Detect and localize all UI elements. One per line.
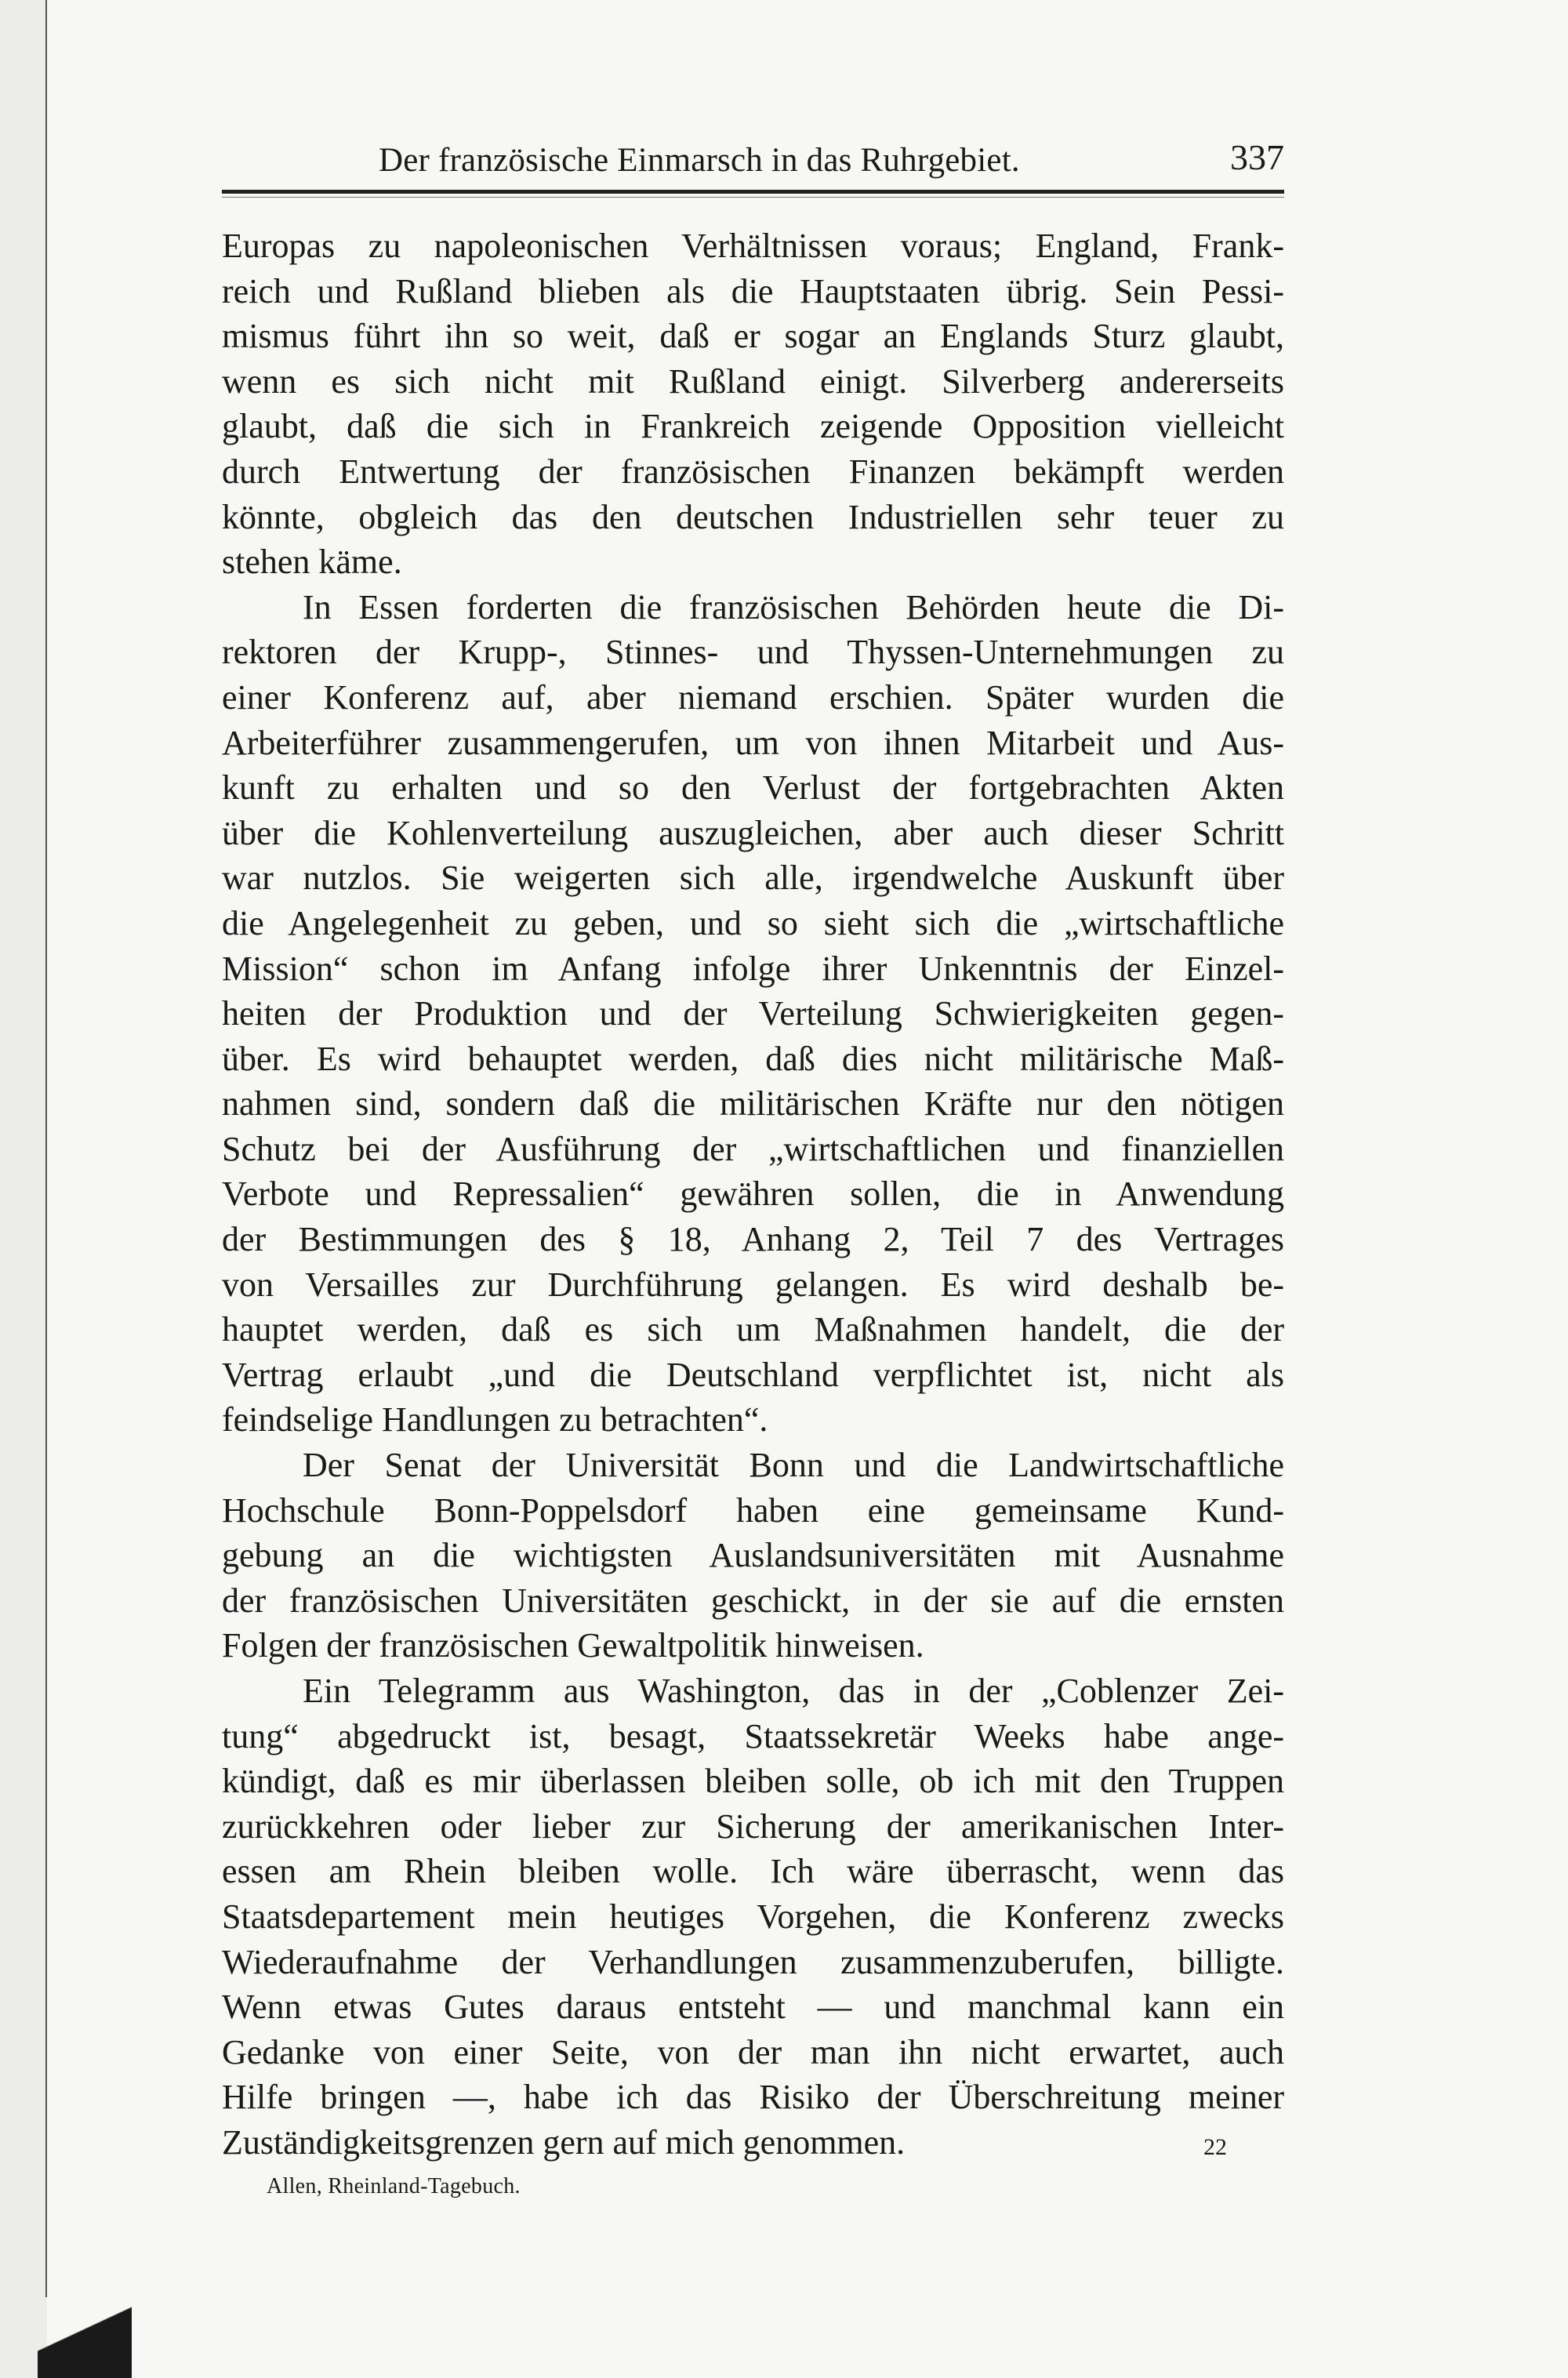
text-line: reich und Rußland blieben als die Hauptstaaten übrig. Sein Pessi- — [222, 271, 1284, 310]
text-line: glaubt, daß die sich in Frankreich zeigende Opposition vielleicht — [222, 407, 1284, 446]
text-line: war nutzlos. Sie weigerten sich alle, irgendwelche Auskunft über — [222, 859, 1284, 898]
text-line: essen am Rhein bleiben wolle. Ich wäre überrascht, wenn das — [222, 1852, 1284, 1891]
text-line: Hochschule Bonn-Poppelsdorf haben eine gemeinsame Kund- — [222, 1490, 1284, 1530]
text-line: die Angelegenheit zu geben, und so sieht sich die „wirtschaftliche — [222, 903, 1284, 942]
text-line: feindselige Handlungen zu betrachten“. — [222, 1400, 768, 1440]
text-line: Staatsdepartement mein heutiges Vorgehen, die Konferenz zwecks — [222, 1897, 1284, 1936]
text-line: Wiederaufnahme der Verhandlungen zusammenzuberufen, billigte. — [222, 1942, 1284, 1981]
text-line: über die Kohlenverteilung auszugleichen, aber auch dieser Schritt — [222, 813, 1284, 852]
header-rule-thin — [222, 197, 1284, 198]
header-rule-thick — [222, 190, 1284, 194]
text-line: Ein Telegramm aus Washington, das in der „Coblenzer Zei- — [303, 1672, 1284, 1710]
text-line: Europas zu napoleonischen Verhältnissen voraus; England, Frank- — [222, 227, 1284, 265]
text-line: In Essen forderten die französischen Behörden heute die Di- — [303, 587, 1284, 626]
page-number: 337 — [1230, 137, 1284, 177]
text-line: Verbote und Repressalien“ gewähren sollen, die in Anwendung — [222, 1174, 1284, 1214]
text-line: kunft zu erhalten und so den Verlust der fortgebrachten Akten — [222, 768, 1284, 808]
text-line: stehen käme. — [222, 543, 402, 582]
text-line: einer Konferenz auf, aber niemand erschien. Später wurden die — [222, 677, 1284, 717]
text-line: kündigt, daß es mir überlassen bleiben solle, ob ich mit den Truppen — [222, 1762, 1284, 1801]
body-text — [222, 223, 1284, 2166]
text-line: wenn es sich nicht mit Rußland einigt. Silverberg andererseits — [222, 361, 1284, 401]
text-line: über. Es wird behauptet werden, daß dies nicht militärische Maß- — [222, 1039, 1284, 1078]
running-title: Der französische Einmarsch in das Ruhrgebiet. — [379, 142, 1020, 179]
paragraph — [222, 1668, 1284, 2166]
text-line: Der Senat der Universität Bonn und die Landwirtschaftliche — [303, 1446, 1284, 1485]
text-line: Gedanke von einer Seite, von der man ihn nicht erwartet, auch — [222, 2032, 1284, 2071]
text-line: rektoren der Krupp-, Stinnes- und Thyssen-Unternehmungen zu — [222, 633, 1284, 672]
text-line: Folgen der französischen Gewaltpolitik hinweisen. — [222, 1626, 924, 1665]
text-line: Zuständigkeitsgrenzen gern auf mich genommen. — [222, 2122, 906, 2162]
text-line: könnte, obgleich das den deutschen Industriellen sehr teuer zu — [222, 497, 1284, 536]
paragraph — [222, 223, 1284, 585]
text-line: Mission“ schon im Anfang infolge ihrer Unkenntnis der Einzel- — [222, 949, 1284, 988]
text-line: zurückkehren oder lieber zur Sicherung der amerikanischen Inter- — [222, 1806, 1284, 1846]
text-line: hauptet werden, daß es sich um Maßnahmen handelt, die der — [222, 1310, 1284, 1349]
text-line: Arbeiterführer zusammengerufen, um von ihnen Mitarbeit und Aus- — [222, 723, 1284, 762]
text-line: gebung an die wichtigsten Auslandsuniversitäten mit Ausnahme — [222, 1536, 1284, 1575]
running-head — [222, 137, 1284, 188]
text-line: nahmen sind, sondern daß die militärischen Kräfte nur den nötigen — [222, 1084, 1284, 1124]
text-line: Wenn etwas Gutes daraus entsteht — und manchmal kann ein — [222, 1988, 1284, 2027]
text-line: der französischen Universitäten geschickt, in der sie auf die ernsten — [222, 1581, 1284, 1620]
text-line: mismus führt ihn so weit, daß er sogar an Englands Sturz glaubt, — [222, 317, 1284, 356]
text-line: Vertrag erlaubt „und die Deutschland verpflichtet ist, nicht als — [222, 1355, 1284, 1394]
text-line: durch Entwertung der französischen Finanzen bekämpft werden — [222, 452, 1284, 491]
text-line: der Bestimmungen des § 18, Anhang 2, Teil 7 des Vertrages — [222, 1220, 1284, 1259]
book-gutter — [0, 0, 47, 2378]
text-line: tung“ abgedruckt ist, besagt, Staatssekretär Weeks habe ange- — [222, 1716, 1284, 1755]
page-corner-shadow — [38, 2292, 132, 2378]
paragraph — [222, 585, 1284, 1443]
source-note: Allen, Rheinland-Tagebuch. — [267, 2174, 521, 2198]
text-line: Schutz bei der Ausführung der „wirtschaftlichen und finanziellen — [222, 1129, 1284, 1168]
text-line: von Versailles zur Durchführung gelangen. Es wird deshalb be- — [222, 1265, 1284, 1304]
text-line: heiten der Produktion und der Verteilung Schwierigkeiten gegen- — [222, 994, 1284, 1033]
signature-mark: 22 — [1203, 2134, 1227, 2160]
text-line: Hilfe bringen —, habe ich das Risiko der Überschreitung meiner — [222, 2078, 1284, 2117]
paragraph — [222, 1443, 1284, 1668]
